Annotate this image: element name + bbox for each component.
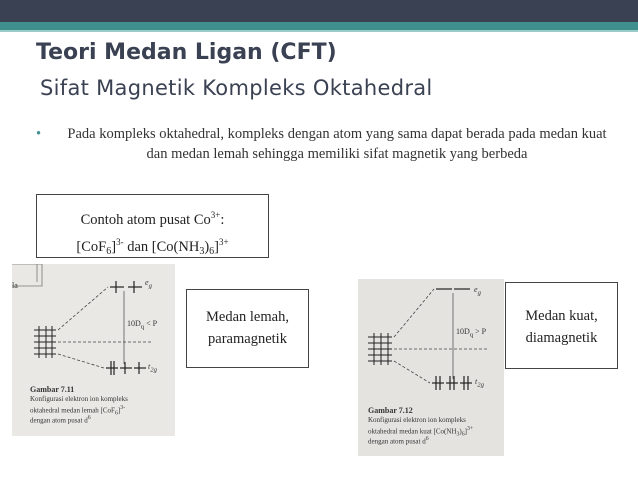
figure-2-caption-line-3: dengan atom pusat $d^6$ bbox=[368, 436, 429, 446]
weak-field-line-2: paramagnetik bbox=[208, 331, 287, 347]
example-line-1: Contoh atom pusat $Co^{3+}$: bbox=[80, 210, 225, 228]
top-accent-line bbox=[0, 30, 638, 32]
example-box bbox=[36, 194, 269, 258]
bullet-text: Pada kompleks oktahedral, kompleks dengan atom yang sama dapat berada pada medan kuat dan medan lemah sehingga memiliki sifat magnetik yang berbeda bbox=[67, 126, 607, 162]
eg-label: $e_g$ bbox=[474, 285, 481, 297]
strong-field-diagram-photo bbox=[358, 279, 504, 456]
slide-subtitle: Sifat Magnetik Kompleks Oktahedral bbox=[40, 76, 433, 100]
figure-2-caption-line-1: Konfigurasi elektron ion kompleks bbox=[368, 416, 466, 424]
bullet-point bbox=[36, 124, 616, 164]
figure-1-caption-line-3: dengan atom pusat $d^6$ bbox=[30, 415, 91, 425]
weak-field-box bbox=[186, 289, 309, 368]
weak-field-line-1: Medan lemah, bbox=[206, 309, 289, 325]
figure-1-caption-title: Gambar 7.11 bbox=[30, 385, 75, 394]
weak-field-diagram-photo bbox=[12, 264, 175, 436]
bullet-dot: • bbox=[36, 126, 42, 142]
slide-title: Teori Medan Ligan (CFT) bbox=[36, 40, 337, 65]
split-label: $10D_q > P$ bbox=[456, 327, 487, 339]
strong-field-line-2: diamagnetik bbox=[525, 330, 598, 346]
split-label: $10D_q < P$ bbox=[127, 319, 158, 331]
top-accent-bar bbox=[0, 22, 638, 30]
figure-1-caption-line-1: Konfigurasi elektron ion kompleks bbox=[30, 395, 128, 403]
corner-label: la bbox=[12, 281, 18, 290]
strong-field-box bbox=[505, 282, 618, 369]
figure-2-caption-title: Gambar 7.12 bbox=[368, 406, 413, 415]
figure-1-caption-line-2: oktahedral medan lemah $[CoF_6]^{3-}$ bbox=[30, 405, 126, 417]
strong-field-line-1: Medan kuat, bbox=[525, 308, 598, 324]
top-bar bbox=[0, 0, 638, 22]
example-line-2: $[CoF_6]^{3-}$ dan $[Co(NH_3)_6]^{3+}$ bbox=[76, 237, 229, 257]
t2g-label: $t_{2g}$ bbox=[475, 377, 484, 389]
eg-label: $e_g$ bbox=[145, 278, 152, 290]
figure-2-caption-line-2: oktahedral medan kuat $[Co(NH_3)_6]^{3+}$ bbox=[368, 426, 474, 438]
t2g-label: $t_{2g}$ bbox=[148, 362, 157, 374]
